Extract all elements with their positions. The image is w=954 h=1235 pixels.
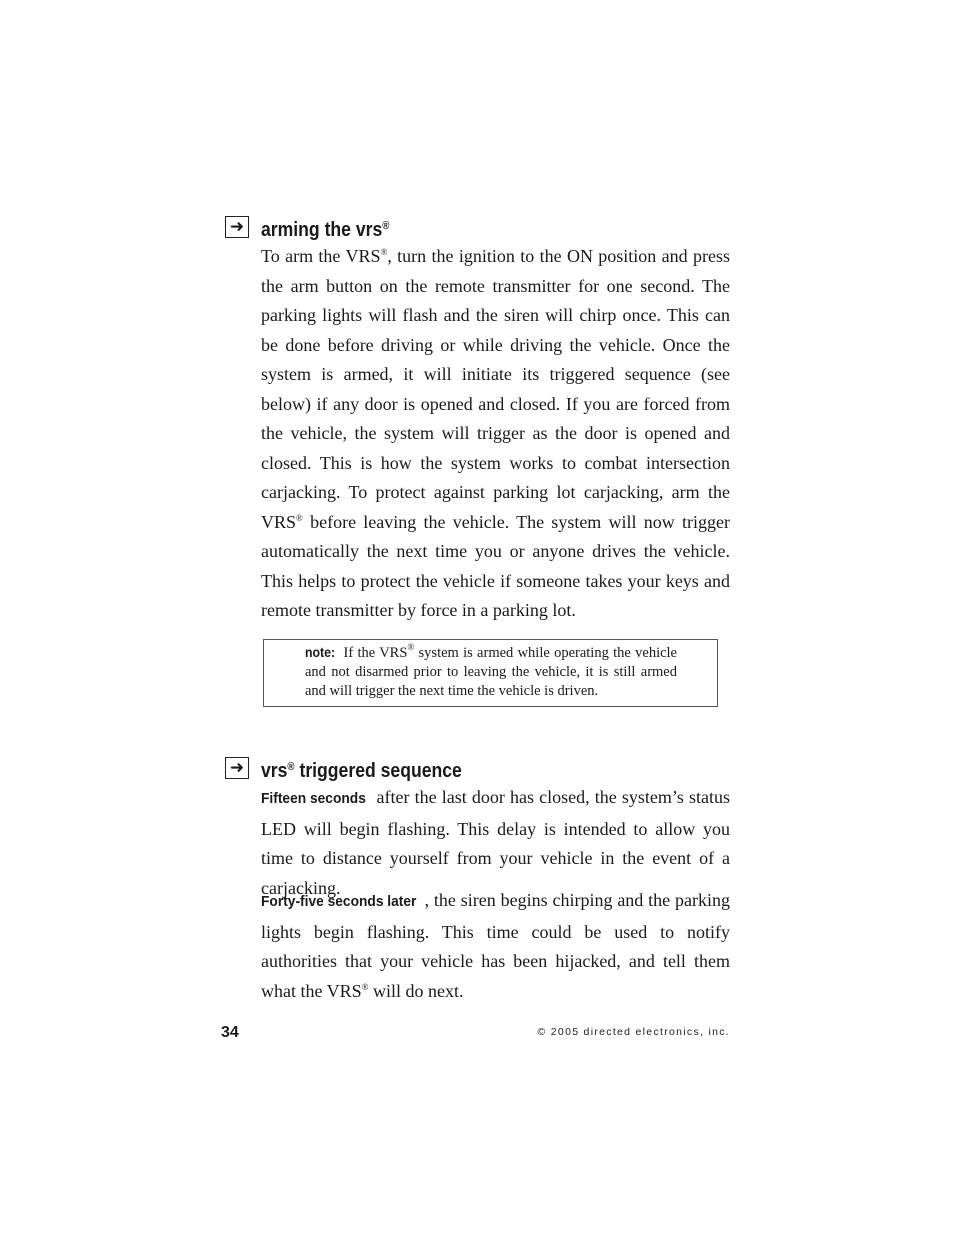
note-text: [305, 643, 677, 701]
section-heading-triggered: [261, 755, 462, 783]
note-label: note:: [305, 644, 336, 660]
registered-mark: ®: [296, 512, 303, 523]
arrow-right-icon: ➜: [225, 216, 249, 238]
note-box: [263, 639, 718, 707]
arrow-right-icon: ➜: [225, 757, 249, 779]
registered-mark: ®: [407, 642, 415, 652]
registered-mark: ®: [287, 761, 295, 773]
note-body: system is armed while operating the vehicle and not disarmed prior to leaving the vehicle, it is still armed and will trigger the next time the vehicle is driven.: [305, 645, 677, 699]
paragraph-text: will do next.: [368, 980, 464, 1001]
heading-text: vrs: [261, 760, 288, 782]
paragraph-text: , the siren begins chirping and the parking lights begin flashing. This time could be used to notify authorities that your vehicle has been hijacked, and tell them what the VRS: [261, 890, 730, 1001]
page-number: 34: [221, 1024, 239, 1041]
arming-paragraph: [261, 242, 730, 626]
paragraph-text: , turn the ignition to the ON position and press the arm button on the remote transmitter for one second. The parking lights will flash and the siren will chirp once. This can be done before driving or while driving the vehicle. Once the system is armed, it will initiate its triggered sequence (see below) if any door is opened and closed. If you are forced from the vehicle, the system will trigger as the door is opened and closed. This is how the system works to combat intersection carjacking. To protect against parking lot carjacking, arm the VRS: [261, 246, 731, 532]
fifteen-seconds-paragraph: [261, 783, 730, 903]
lead-phrase: Forty-five seconds later: [261, 894, 417, 910]
section-heading-arming: [261, 214, 389, 242]
heading-text: arming the vrs: [261, 219, 383, 241]
heading-text: triggered sequence: [294, 760, 462, 782]
note-body: If the VRS: [339, 645, 408, 661]
paragraph-text: before leaving the vehicle. The system will now trigger automatically the next time you or anyone drives the vehicle. This helps to protect the vehicle if someone takes your keys and remote transmitter by force in a parking lot.: [261, 511, 730, 620]
registered-mark: ®: [380, 247, 388, 257]
registered-mark: ®: [382, 220, 390, 232]
registered-mark: ®: [361, 981, 369, 992]
paragraph-text: after the last door has closed, the system’s status LED will begin flashing. This delay is intended to allow you time to distance yourself from your vehicle in the event of a carjacking.: [261, 787, 730, 898]
lead-phrase: Fifteen seconds: [261, 791, 366, 807]
paragraph-text: To arm the VRS: [261, 246, 381, 266]
copyright-notice: © 2005 directed electronics, inc.: [537, 1026, 730, 1038]
forty-five-seconds-paragraph: [261, 886, 730, 1006]
